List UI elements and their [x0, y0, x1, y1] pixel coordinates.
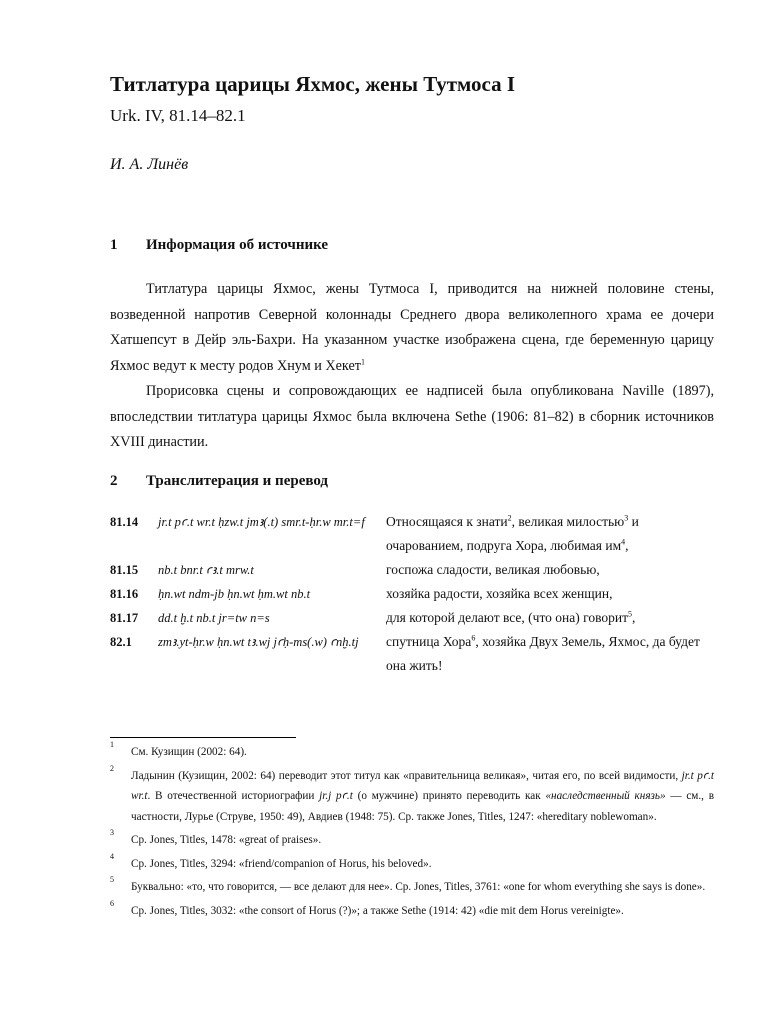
table-row [110, 582, 714, 606]
footnotes [110, 742, 714, 924]
translation-text: спутница Хора [386, 634, 472, 649]
line-reference: 82.1 [110, 635, 132, 649]
footnote-number: 6 [110, 898, 114, 908]
section-number: 1 [110, 237, 118, 253]
paragraph-text: Титлатура царицы Яхмос, жены Тутмоса I, приводится на нижней половине стены, возведенной напротив Северной колоннады Среднего двора великолепного храма ее дочери Хатшепсут в Дейр эль-Бахри. На указанном участке изображена сцена, где беременную царицу Яхмос ведут к месту родов Хнум и Хекет [110, 281, 714, 374]
transliteration: nb.t bnr.t ꜥꜣ.t mrw.t [158, 563, 254, 577]
translation-text: для которой делают все, (что она) говорит [386, 610, 628, 625]
translation [386, 630, 714, 678]
footnote-text [131, 830, 714, 851]
table-row [110, 630, 714, 678]
footnote [110, 898, 714, 922]
footnote-text-part: Ладынин (Кузищин, 2002: 64) переводит этот титул как «правительница великая», читая его, по всей видимости, [131, 769, 682, 782]
footnote-text-part: Cp. Jones, Titles, 3032: «the consort of Horus (?)»; а также Sethe (1914: 42) «die mit dem Horus vereinigte». [131, 904, 624, 917]
footnote-ref[interactable]: 1 [360, 356, 365, 366]
footnote-text-part: Буквально: «то, что говорится, — все делают для нее». Cp. Jones, Titles, 3761: «one for whom everything she says is done». [131, 881, 706, 893]
footnote [110, 877, 714, 898]
section-title: Транслитерация и перевод [146, 473, 328, 489]
table-row [110, 606, 714, 630]
paragraph-2 [110, 379, 714, 456]
footnote-text [131, 766, 714, 828]
transliteration: jr.t pꜥ.t wr.t ḥzw.t jmꜣ(.t) smr.t-ḥr.w mr.t=f [158, 515, 365, 529]
translation [386, 558, 714, 582]
section-title: Информация об источнике [146, 237, 329, 253]
section-heading-2 [110, 473, 328, 490]
translation-text: , великая милостью [511, 514, 625, 529]
translation-text: и очарованием, подруга Хора, любимая им [386, 514, 639, 553]
translation-text: , хозяйка Двух Земель, Яхмос, да будет она жить! [386, 634, 700, 673]
footnote-number: 2 [110, 763, 114, 773]
transliteration: ḥn.wt ndm-jb ḥn.wt ḥm.wt nb.t [158, 587, 311, 601]
footnote-ref[interactable]: 4 [621, 537, 626, 547]
translation-table [110, 510, 714, 678]
footnote [110, 851, 714, 875]
footnote-text [131, 854, 714, 875]
transliteration: zmꜣ.yt-ḥr.w ḥn.wt tꜣ.wj jꜥḥ-ms(.w) ꜥnḫ.tj [158, 635, 359, 649]
translation-text: , [625, 538, 629, 553]
page-title: Титлатура царицы Яхмос, жены Тутмоса I [110, 72, 516, 96]
footnote-number: 1 [110, 740, 114, 749]
section-heading-1 [110, 237, 328, 254]
footnote [110, 742, 714, 763]
footnote-ref[interactable]: 3 [624, 513, 629, 523]
paragraph-1 [110, 277, 714, 379]
translation [386, 606, 714, 630]
footnote-number: 3 [110, 828, 114, 837]
table-row [110, 510, 714, 558]
table-row [110, 558, 714, 582]
footnote-text [131, 877, 714, 898]
translation-text: Относящаяся к знати [386, 514, 508, 529]
line-reference: 81.15 [110, 563, 139, 577]
transliteration: dd.t ḫ.t nb.t jr=tw n=s [158, 611, 270, 625]
footnote-text-part: «наследственный князь» [545, 790, 666, 802]
footnote [110, 830, 714, 851]
translation [386, 582, 714, 606]
footnote [110, 763, 715, 828]
line-reference: 81.16 [110, 587, 139, 601]
footnote-text [131, 901, 714, 922]
footnote-text-part: jr.j pꜥ.t [319, 790, 353, 802]
footnote-number: 5 [110, 875, 114, 884]
translation-text: хозяйка радости, хозяйка всех женщин, [386, 586, 613, 601]
author-name: И. А. Линёв [110, 156, 189, 173]
footnote-ref[interactable]: 5 [628, 609, 632, 619]
translation-text: госпожа сладости, великая любовью, [386, 562, 600, 577]
footnote-number: 4 [110, 851, 114, 861]
footnote-text [131, 742, 714, 763]
source-reference: Urk. IV, 81.14–82.1 [110, 106, 246, 125]
footnote-text-part: — см., в частности, Лурье (Струве, 1950: 49), Авдиев (1948: 75). Cp. также Jones, Titles, 1247: «hereditary noblewoman». [131, 790, 715, 823]
footnote-ref[interactable]: 6 [471, 633, 476, 643]
footnote-ref[interactable]: 2 [507, 513, 512, 523]
footnote-divider [110, 737, 296, 738]
footnote-text-part: (о мужчине) принято переводить как [352, 790, 546, 802]
footnote-text-part: jr.t pꜥ.t wr.t [131, 769, 714, 802]
line-reference: 81.14 [110, 515, 139, 529]
paragraph-text: Прорисовка сцены и сопровождающих ее надписей была опубликована Naville (1897), впоследствии титлатура царицы Яхмос была включена Sethe (1906: 81–82) в сборник источников XVIII династии. [110, 383, 714, 450]
footnote-text-part: См. Кузищин (2002: 64). [131, 746, 247, 758]
footnote-text-part: . В отечественной историографии [147, 790, 320, 802]
translation [386, 510, 714, 558]
footnote-text-part: Cp. Jones, Titles, 3294: «friend/companion of Horus, his beloved». [131, 857, 432, 870]
line-reference: 81.17 [110, 611, 139, 625]
translation-text: , [632, 610, 636, 625]
footnote-text-part: Cp. Jones, Titles, 1478: «great of praises». [131, 834, 322, 846]
section-number: 2 [110, 473, 118, 489]
